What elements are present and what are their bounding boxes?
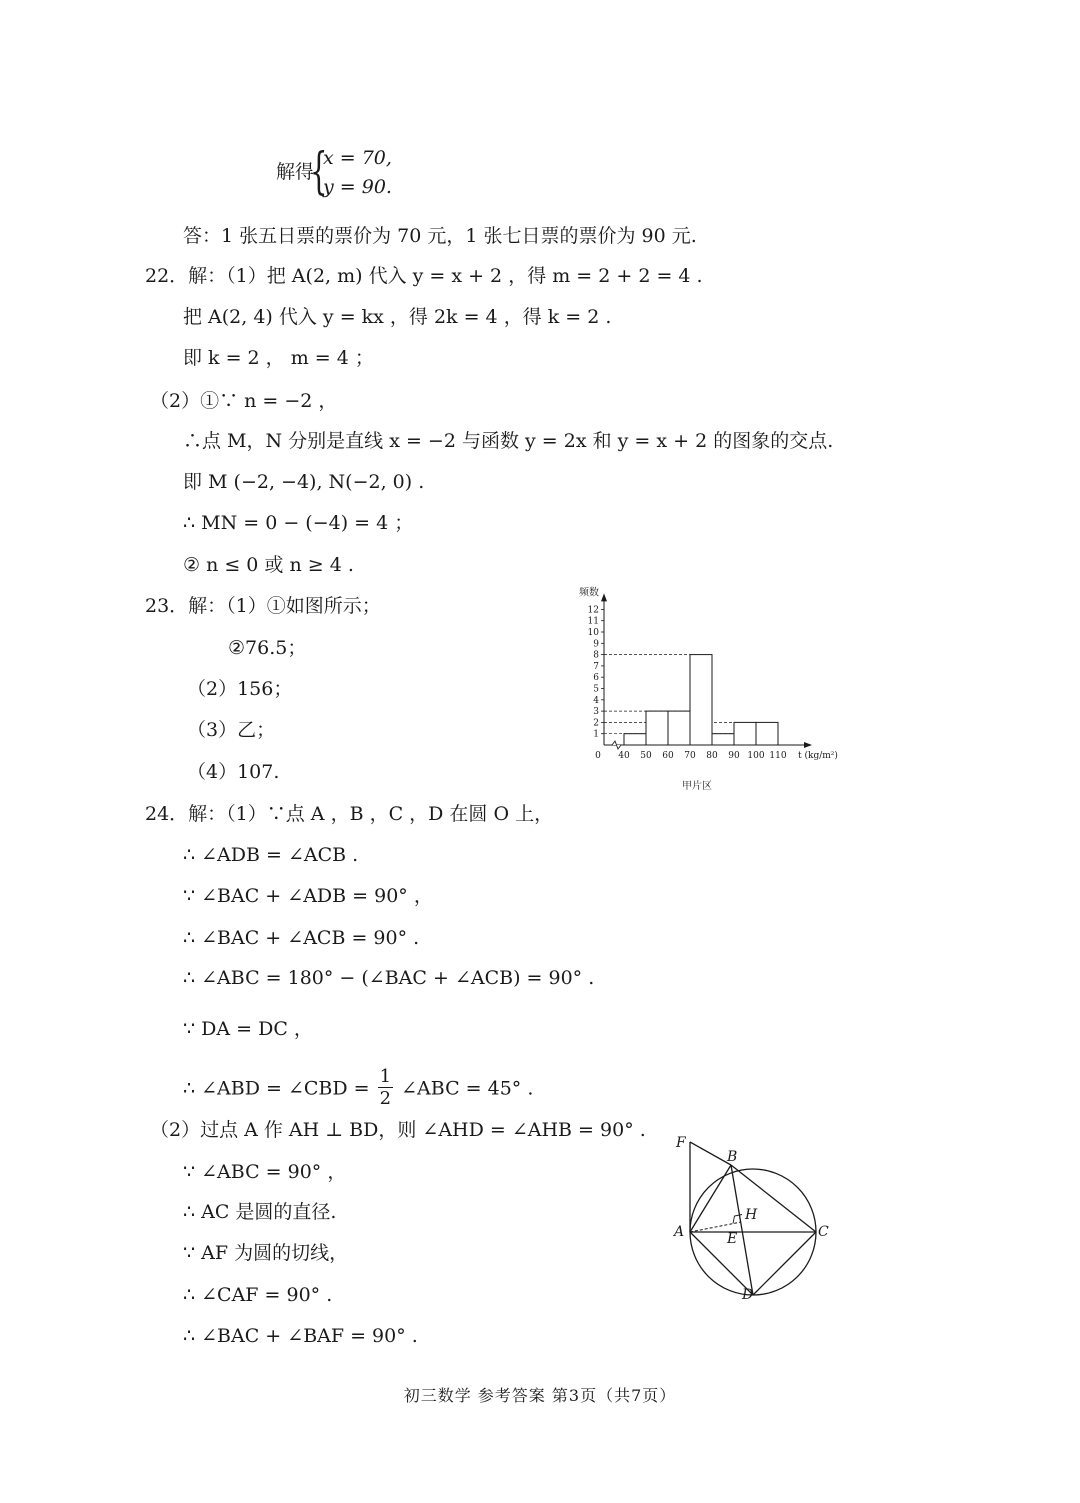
fraction-one-half: $\frac{1}{2}$ bbox=[379, 1066, 392, 1109]
x-tick-label: 80 bbox=[706, 751, 718, 761]
label-f: F bbox=[676, 1135, 686, 1151]
label-e: E bbox=[727, 1231, 738, 1247]
label-c: C bbox=[818, 1224, 829, 1240]
q24-line-1: 24．解：（1）∵点 A ，B ，C ，D 在圆 O 上， bbox=[145, 803, 554, 825]
y-tick-label: 6 bbox=[593, 673, 599, 684]
histogram-bar bbox=[712, 734, 734, 745]
q24-line-3: ∵ ∠BAC + ∠ADB = 90° ， bbox=[183, 885, 433, 907]
solve-x: x = 70, bbox=[323, 147, 392, 169]
q24-line-10: ∴ AC 是圆的直径. bbox=[183, 1201, 337, 1223]
q22-line-2: 把 A(2, 4) 代入 y = kx ，得 2k = 4 ，得 k = 2 . bbox=[183, 306, 612, 328]
q23-line-2: ②76.5； bbox=[228, 637, 307, 659]
y-tick-label: 2 bbox=[593, 718, 599, 729]
chart-caption: 甲片区 bbox=[682, 781, 712, 792]
x-tick-label: 110 bbox=[769, 751, 787, 761]
solve-prefix: 解得 bbox=[276, 161, 315, 183]
label-d: D bbox=[742, 1287, 754, 1303]
x-axis-label: t (kg/m²) bbox=[798, 751, 838, 761]
q23-line-1: 23．解：（1）①如图所示； bbox=[145, 595, 381, 617]
q24-line-12: ∴ ∠CAF = 90° . bbox=[183, 1284, 333, 1306]
segment-cd bbox=[753, 1232, 816, 1295]
x-tick-label: 100 bbox=[747, 751, 765, 761]
q24-line-8: （2）过点 A 作 AH ⊥ BD，则 ∠AHD = ∠AHB = 90° . bbox=[150, 1119, 646, 1141]
q24-line-11: ∵ AF 为圆的切线， bbox=[183, 1242, 349, 1264]
q24-line-5: ∴ ∠ABC = 180° − (∠BAC + ∠ACB) = 90° . bbox=[183, 967, 595, 989]
q22-line-4: （2）①∵ n = −2 ， bbox=[150, 390, 338, 412]
histogram-chart bbox=[570, 587, 850, 795]
axis-break-mark bbox=[612, 741, 621, 749]
y-tick-label: 7 bbox=[593, 661, 599, 672]
histogram-bar bbox=[690, 655, 712, 745]
label-b: B bbox=[727, 1149, 738, 1165]
y-tick-label: 11 bbox=[587, 616, 599, 627]
q23-line-4: （3）乙； bbox=[187, 719, 276, 741]
q22-line-6: 即 M (−2, −4), N(−2, 0) . bbox=[183, 471, 425, 493]
q22-line-7: ∴ MN = 0 − (−4) = 4 ； bbox=[183, 512, 414, 534]
system-brace: { bbox=[310, 142, 328, 200]
y-tick-label: 3 bbox=[593, 707, 599, 718]
q24-line-13: ∴ ∠BAC + ∠BAF = 90° . bbox=[183, 1325, 418, 1347]
q24-line-7: ∴ ∠ABD = ∠CBD = $\frac{1}{2}$ ∠ABC = 45° . bbox=[183, 1066, 534, 1109]
x-tick-label: 70 bbox=[684, 751, 696, 761]
q23-line-3: （2）156； bbox=[187, 678, 293, 700]
y-axis-label: 频数 bbox=[579, 587, 599, 599]
y-tick-label: 10 bbox=[587, 628, 599, 638]
x-tick-label: 0 bbox=[595, 751, 601, 761]
circle-geometry-diagram bbox=[665, 1128, 840, 1308]
segment-fb bbox=[690, 1142, 731, 1165]
x-tick-label: 40 bbox=[618, 751, 630, 761]
x-axis-arrow bbox=[804, 742, 812, 748]
segment-bc bbox=[731, 1165, 816, 1232]
histogram-bar bbox=[624, 734, 646, 745]
page-footer: 初三数学 参考答案 第3页（共7页） bbox=[403, 1386, 677, 1405]
q24-line-2: ∴ ∠ADB = ∠ACB . bbox=[183, 844, 359, 866]
y-tick-label: 1 bbox=[593, 729, 599, 740]
label-a: A bbox=[674, 1224, 685, 1240]
y-tick-label: 4 bbox=[593, 695, 599, 706]
x-tick-label: 50 bbox=[640, 751, 652, 761]
answer-21: 答：1 张五日票的票价为 70 元，1 张七日票的票价为 90 元. bbox=[183, 225, 697, 247]
histogram-bar bbox=[756, 722, 778, 745]
q24-line-9: ∵ ∠ABC = 90° ， bbox=[183, 1161, 347, 1183]
q22-line-1: 22．解：（1）把 A(2, m) 代入 y = x + 2 ，得 m = 2 + 2 = 4 . bbox=[145, 265, 703, 287]
x-tick-label: 90 bbox=[728, 751, 740, 761]
q22-line-5: ∴点 M，N 分别是直线 x = −2 与函数 y = 2x 和 y = x + 2 的图象的交点. bbox=[183, 430, 834, 452]
y-axis-arrow bbox=[601, 593, 607, 601]
q24-line-6: ∵ DA = DC ， bbox=[183, 1018, 313, 1040]
x-tick-label: 60 bbox=[662, 751, 674, 761]
label-h: H bbox=[745, 1207, 758, 1223]
segment-ab bbox=[690, 1165, 731, 1232]
y-tick-label: 8 bbox=[593, 650, 599, 661]
y-tick-label: 9 bbox=[593, 639, 599, 650]
histogram-bar bbox=[646, 711, 668, 745]
y-tick-label: 5 bbox=[593, 684, 599, 695]
q23-line-5: （4）107. bbox=[187, 761, 280, 783]
y-tick-label: 12 bbox=[587, 605, 599, 616]
solve-y: y = 90. bbox=[323, 176, 392, 198]
q24-line-4: ∴ ∠BAC + ∠ACB = 90° . bbox=[183, 927, 420, 949]
histogram-bar bbox=[668, 711, 690, 745]
histogram-bar bbox=[734, 722, 756, 745]
q22-line-8: ② n ≤ 0 或 n ≥ 4 . bbox=[183, 554, 354, 576]
q22-line-3: 即 k = 2 ， m = 4 ； bbox=[183, 347, 374, 369]
